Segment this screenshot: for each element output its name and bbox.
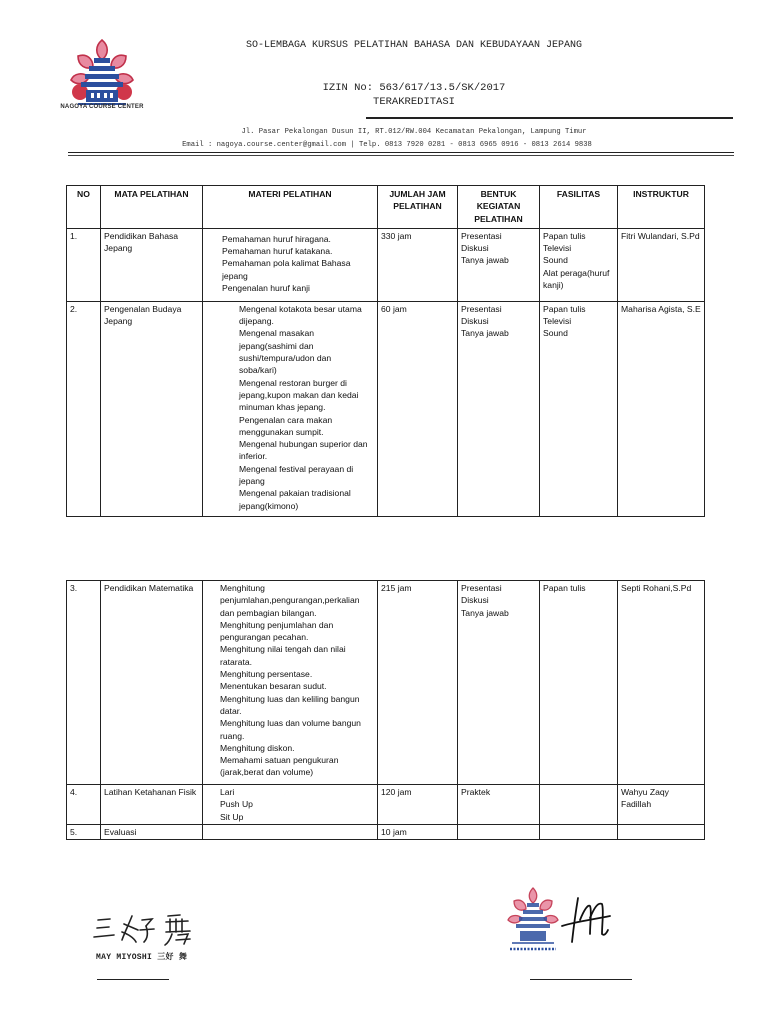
header-divider-bottom — [68, 152, 734, 153]
list-item: Praktek — [461, 787, 491, 797]
training-table-page1 — [66, 185, 705, 517]
cell-mata: Pendidikan Bahasa Jepang — [101, 228, 203, 301]
cell-fasilitas — [540, 228, 618, 301]
cell-fasilitas — [540, 581, 618, 785]
header-mata-pelatihan: MATA PELATIHAN — [101, 186, 203, 229]
list-item: Pengenalan huruf kanji — [222, 283, 310, 294]
signatory-name: MAY MIYOSHI 三好 舞 — [96, 953, 188, 962]
list-item: Menghitung nilai tengah dan nilai ratarata. — [220, 644, 346, 667]
list-item: Mengenal masakan jepang(sashimi dan sushi/tempura/udon dan soba/kari) — [239, 328, 332, 376]
list-item: Tanya jawab — [461, 607, 509, 618]
cell-no: 3. — [67, 581, 101, 785]
list-item: Sound — [543, 328, 568, 339]
list-item: Presentasi — [461, 230, 502, 241]
list-item: Papan tulis — [543, 230, 586, 241]
list-item: Sound — [543, 255, 568, 266]
list-item: Sit Up — [220, 811, 244, 822]
header-jumlah-jam: JUMLAH JAM PELATIHAN — [378, 186, 458, 229]
list-item: Menghitung penjumlahan dan pengurangan pecahan. — [220, 619, 334, 643]
list-item: Presentasi — [461, 583, 502, 593]
list-item: Diskusi — [461, 243, 489, 254]
table-row — [67, 825, 705, 840]
list-item: Papan tulis — [543, 303, 586, 314]
header-instruktur: INSTRUKTUR — [618, 186, 705, 229]
cell-no: 4. — [67, 785, 101, 825]
cell-instruktur: Septi Rohani,S.Pd — [618, 581, 705, 785]
cell-no: 5. — [67, 825, 101, 840]
cell-instruktur: Wahyu Zaqy Fadillah — [618, 785, 705, 825]
cell-no: 1. — [67, 228, 101, 301]
cell-bentuk — [458, 228, 540, 301]
cell-mata: Evaluasi — [101, 825, 203, 840]
list-item: Pemahaman huruf katakana. — [222, 246, 333, 257]
right-signature — [550, 890, 620, 950]
list-item: Memahami satuan pengukuran (jarak,berat dan volume) — [220, 755, 339, 778]
cell-jam: 120 jam — [378, 785, 458, 825]
training-table-page2 — [66, 580, 705, 840]
header-materi-pelatihan: MATERI PELATIHAN — [203, 186, 378, 229]
list-item: Menghitung penjumlahan,pengurangan,perkalian dan pembagian bilangan. — [220, 583, 360, 618]
list-item: Televisi — [543, 316, 572, 327]
cell-jam: 60 jam — [378, 301, 458, 516]
list-item: Lari — [220, 787, 235, 797]
license-number: IZIN No: 563/617/13.5/SK/2017 — [322, 82, 506, 94]
cell-mata: Pendidikan Matematika — [101, 581, 203, 785]
cell-bentuk — [458, 825, 540, 840]
contact-line: Email : nagoya.course.center@gmail.com | Telp. 0813 7920 0281 - 0813 6965 0916 - 0813 2614 9838 — [182, 141, 592, 149]
list-item: Menentukan besaran sudut. — [220, 681, 327, 692]
logo-caption: NAGOYA COURSE CENTER — [60, 104, 144, 110]
list-item: Menghitung luas dan volume bangun ruang. — [220, 718, 361, 741]
accreditation-status: TERAKREDITASI — [373, 96, 455, 108]
cell-instruktur: Fitri Wulandari, S.Pd — [618, 228, 705, 301]
list-item: Mengenal kotakota besar utama dijepang. — [239, 303, 362, 327]
cell-bentuk — [458, 581, 540, 785]
list-item: Mengenal pakaian tradisional jepang(kimono) — [239, 488, 351, 511]
list-item: Diskusi — [461, 595, 489, 606]
cell-materi — [203, 301, 378, 516]
cell-jam: 330 jam — [378, 228, 458, 301]
cell-jam: 215 jam — [378, 581, 458, 785]
cell-mata: Pengenalan Budaya Jepang — [101, 301, 203, 516]
list-item: Tanya jawab — [461, 328, 509, 339]
cell-materi — [203, 785, 378, 825]
list-item: Presentasi — [461, 303, 502, 314]
list-item: Menghitung luas dan keliling bangun datar. — [220, 693, 360, 716]
table-header-row — [67, 186, 705, 229]
cell-mata: Latihan Ketahanan Fisik — [101, 785, 203, 825]
cell-bentuk — [458, 785, 540, 825]
list-item: Push Up — [220, 799, 253, 810]
cell-materi — [203, 228, 378, 301]
table-row — [67, 301, 705, 516]
cell-instruktur: Maharisa Agista, S.E — [618, 301, 705, 516]
table-row — [67, 228, 705, 301]
header-divider-bottom-thin — [68, 155, 734, 156]
signature-line-left — [97, 979, 169, 980]
header-no: NO — [67, 186, 101, 229]
header-fasilitas: FASILITAS — [540, 186, 618, 229]
list-item: Pemahaman huruf hiragana. — [222, 233, 331, 244]
organization-name: SO-LEMBAGA KURSUS PELATIHAN BAHASA DAN KEBUDAYAAN JEPANG — [245, 40, 583, 51]
list-item: Diskusi — [461, 316, 489, 327]
list-item: Pengenalan cara makan menggunakan sumpit. — [239, 414, 333, 437]
list-item: Alat peraga(huruf kanji) — [543, 267, 610, 291]
list-item: Mengenal hubungan superior dan inferior. — [239, 439, 368, 462]
list-item: Pemahaman pola kalimat Bahasa jepang — [222, 258, 351, 281]
table-row — [67, 785, 705, 825]
cell-instruktur — [618, 825, 705, 840]
cell-no: 2. — [67, 301, 101, 516]
cell-fasilitas — [540, 301, 618, 516]
cell-materi — [203, 825, 378, 840]
signature-line-right — [530, 979, 632, 980]
cell-jam: 10 jam — [378, 825, 458, 840]
list-item: Mengenal restoran burger di jepang,kupon makan dan kedai minuman khas jepang. — [239, 377, 359, 413]
cell-bentuk — [458, 301, 540, 516]
cell-materi — [203, 581, 378, 785]
list-item: Menghitung persentase. — [220, 669, 313, 680]
address-line: Jl. Pasar Pekalongan Dusun II, RT.012/RW.004 Kecamatan Pekalongan, Lampung Timur — [241, 128, 587, 136]
list-item: Mengenal festival perayaan di jepang — [239, 463, 354, 487]
list-item: Tanya jawab — [461, 255, 509, 266]
cell-fasilitas — [540, 825, 618, 840]
header-divider-top — [366, 117, 733, 119]
table-row — [67, 581, 705, 785]
list-item: Papan tulis — [543, 583, 586, 593]
header-bentuk-kegiatan: BENTUK KEGIATAN PELATIHAN — [458, 186, 540, 229]
list-item: Menghitung diskon. — [220, 742, 295, 753]
cell-fasilitas — [540, 785, 618, 825]
list-item: Televisi — [543, 243, 572, 254]
